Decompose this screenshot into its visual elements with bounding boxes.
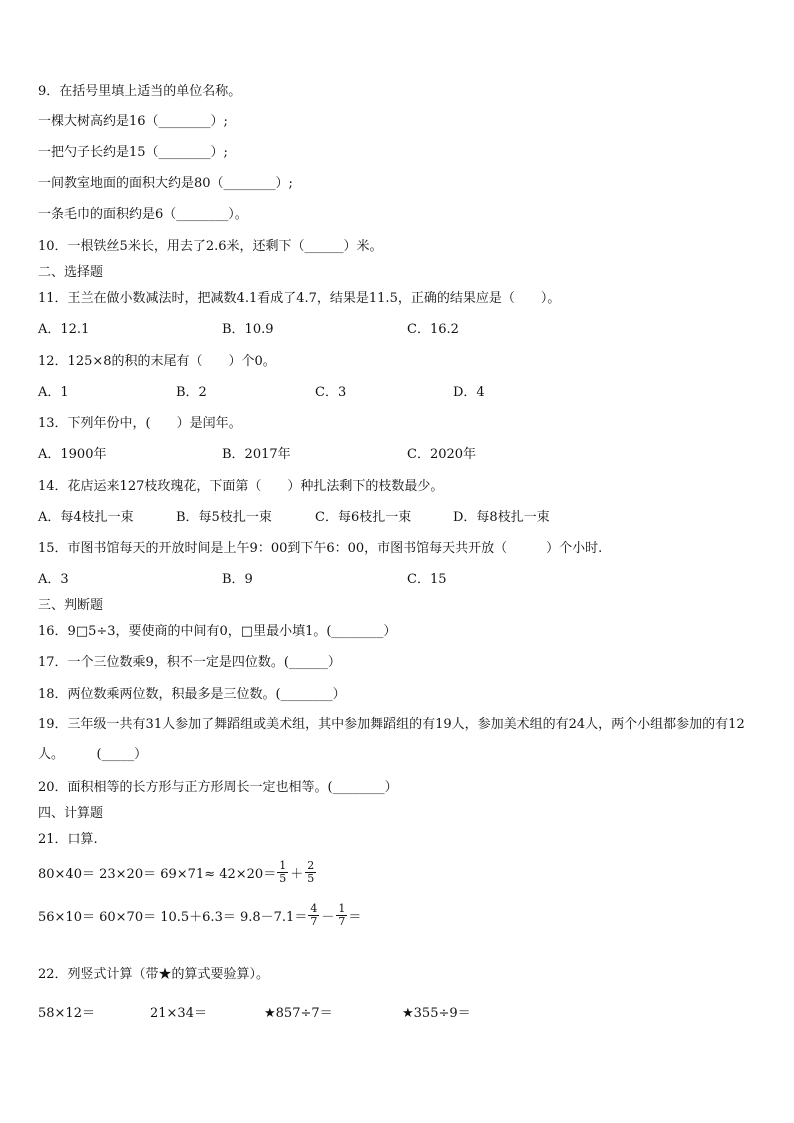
q14-option-d: D．每8枝扎一束 xyxy=(453,510,550,525)
section-calc-heading: 四、计算题 xyxy=(38,806,104,821)
fraction-numerator: 4 xyxy=(310,902,318,915)
q22-item-3: ★857÷7＝ xyxy=(264,1006,333,1021)
minus-sign: － xyxy=(321,910,335,925)
q14-option-c: C．每6枝扎一束 xyxy=(315,510,412,525)
equals-sign: ＝ xyxy=(348,910,362,925)
fraction-1-5 xyxy=(277,860,288,885)
q22-stem: 22．列竖式计算（带★的算式要验算）。 xyxy=(38,967,270,982)
q21-row-1-text: 80×40＝ 23×20＝ 69×71≈ 42×20＝ xyxy=(38,867,277,882)
q13-stem: 13．下列年份中，( ）是闰年。 xyxy=(38,416,242,431)
q22-item-4: ★355÷9＝ xyxy=(402,1006,471,1021)
q21-stem: 21．口算. xyxy=(38,832,98,847)
q15-option-c: C．15 xyxy=(407,572,447,587)
q12-stem: 12．125×8的积的末尾有（ ）个0。 xyxy=(38,354,276,369)
q12-option-c: C．3 xyxy=(315,385,347,400)
q9-item-2: 一把勺子长约是15（________）; xyxy=(38,145,228,160)
q11-option-a: A．12.1 xyxy=(38,322,90,337)
q16: 16．9□5÷3，要使商的中间有0，□里最小填1。(________） xyxy=(38,624,397,639)
q15-stem: 15．市图书馆每天的开放时间是上午9：00到下午6：00，市图书馆每天共开放（ ）个小时. xyxy=(38,541,603,556)
q20: 20．面积相等的长方形与正方形周长一定也相等。(________） xyxy=(38,780,398,795)
q13-option-b: B．2017年 xyxy=(222,447,291,462)
q11-option-b: B．10.9 xyxy=(222,322,274,337)
q21-row-1 xyxy=(38,860,317,885)
fraction-denominator: 7 xyxy=(310,915,318,928)
q21-row-2-text: 56×10＝ 60×70＝ 10.5＋6.3＝ 9.8－7.1＝ xyxy=(38,910,308,925)
q21-row-2 xyxy=(38,903,361,928)
q14-option-b: B．每5枝扎一束 xyxy=(176,510,272,525)
q12-option-a: A．1 xyxy=(38,385,69,400)
q9-item-4: 一条毛巾的面积约是6（________）。 xyxy=(38,207,248,222)
fraction-numerator: 2 xyxy=(307,859,315,872)
fraction-numerator: 1 xyxy=(338,902,346,915)
fraction-denominator: 5 xyxy=(307,872,315,885)
q17: 17．一个三位数乘9，积不一定是四位数。(______） xyxy=(38,655,341,670)
q11-option-c: C．16.2 xyxy=(407,322,459,337)
fraction-4-7 xyxy=(308,903,319,928)
q15-option-b: B．9 xyxy=(222,572,253,587)
q13-option-a: A．1900年 xyxy=(38,447,107,462)
q13-option-c: C．2020年 xyxy=(407,447,477,462)
fraction-numerator: 1 xyxy=(279,859,287,872)
section-choice-heading: 二、选择题 xyxy=(38,265,104,280)
fraction-2-5 xyxy=(305,860,316,885)
plus-sign: ＋ xyxy=(290,867,304,882)
q22-item-1: 58×12＝ xyxy=(38,1006,95,1021)
fraction-denominator: 5 xyxy=(279,872,287,885)
q22-item-2: 21×34＝ xyxy=(150,1006,207,1021)
q14-stem: 14．花店运来127枝玫瑰花，下面第（ ）种扎法剩下的枝数最少。 xyxy=(38,479,444,494)
q14-option-a: A．每4枝扎一束 xyxy=(38,510,134,525)
section-judgment-heading: 三、判断题 xyxy=(38,598,104,613)
q19: 19．三年级一共有31人参加了舞蹈组或美术组，其中参加舞蹈组的有19人，参加美术组的有24人，两个小组都参加的有12人。 (_____） xyxy=(38,717,745,762)
q12-option-d: D．4 xyxy=(453,385,485,400)
q12-option-b: B．2 xyxy=(176,385,207,400)
fraction-1-7 xyxy=(336,903,347,928)
q9-stem: 9．在括号里填上适当的单位名称。 xyxy=(38,84,242,99)
q9-item-1: 一棵大树高约是16（________）; xyxy=(38,114,228,129)
q15-option-a: A．3 xyxy=(38,572,69,587)
q10: 10．一根铁丝5米长，用去了2.6米，还剩下（______）米。 xyxy=(38,239,383,254)
q11-stem: 11．王兰在做小数减法时，把减数4.1看成了4.7，结果是11.5，正确的结果应是（ ）。 xyxy=(38,291,561,306)
fraction-denominator: 7 xyxy=(338,915,346,928)
q18: 18．两位数乘两位数，积最多是三位数。(________） xyxy=(38,687,346,702)
q9-item-3: 一间教室地面的面积大约是80（________）; xyxy=(38,176,293,191)
